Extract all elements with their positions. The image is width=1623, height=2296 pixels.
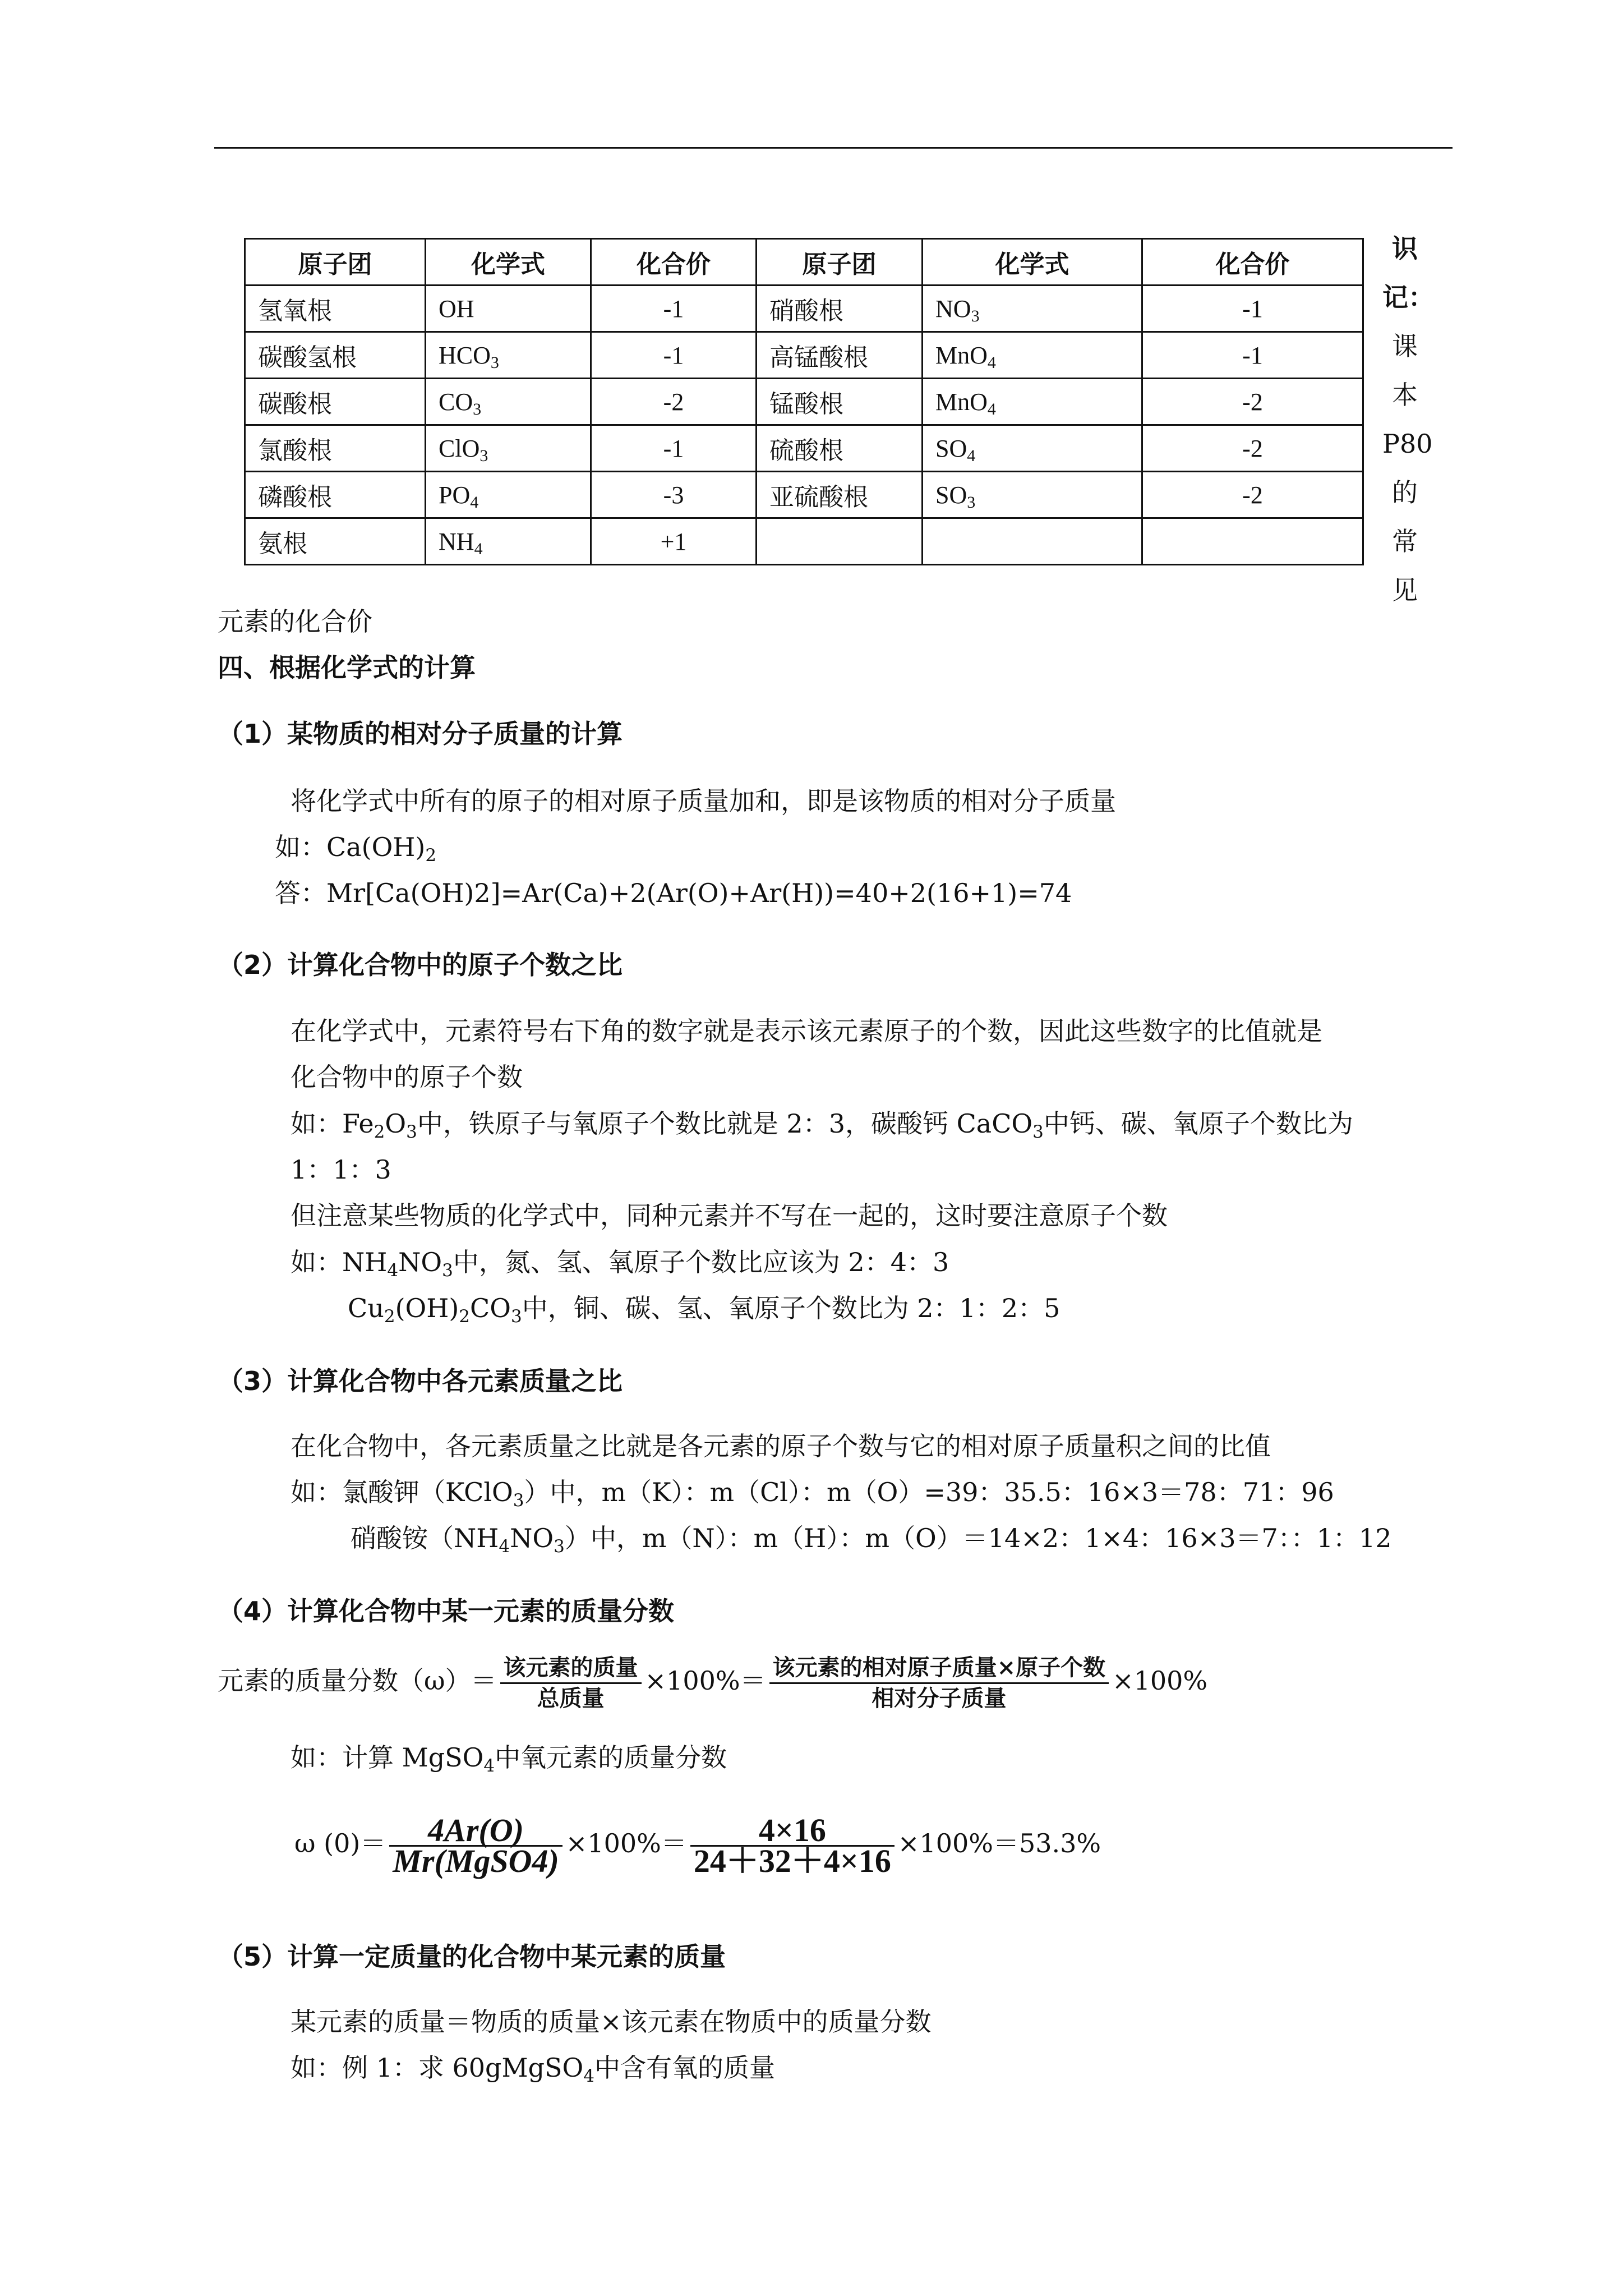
radical-name: 磷酸根 [245, 472, 426, 518]
formula-text: PO [439, 481, 471, 509]
example-line [291, 1107, 1353, 1140]
valence-cell: -2 [1142, 379, 1363, 425]
example-text: 中，氮、氢、氧原子个数比应该为 2：4：3 [453, 1247, 949, 1277]
example-text: 如：氯酸钾（KClO [291, 1477, 513, 1507]
side-note-char: 记： [1382, 282, 1434, 312]
valence-cell: -2 [1142, 425, 1363, 472]
formula-cell [426, 518, 591, 565]
radical-name: 氯酸根 [245, 425, 426, 472]
formula-subscript: 3 [490, 353, 499, 372]
formula-subscript: 3 [967, 493, 976, 512]
fraction [769, 1653, 1109, 1713]
example-line [291, 1475, 1334, 1509]
example-text: 如：NH [291, 1247, 388, 1277]
example-text: ）中，m（K）：m（Cl）：m（O）=39：35.5：16×3＝78：71：96 [524, 1477, 1334, 1507]
formula-subscript: 4 [470, 493, 479, 512]
mass-fraction-formula [218, 1647, 1207, 1714]
formula-text: OH [439, 295, 474, 323]
table-row [245, 286, 1363, 332]
formula-text: NH [439, 527, 474, 555]
formula-cell [426, 425, 591, 472]
radical-name: 锰酸根 [757, 379, 923, 425]
table-row [245, 518, 1363, 565]
example-text: 中，铜、碳、氢、氧原子个数比为 2：1：2：5 [522, 1293, 1061, 1323]
fraction-denominator: 相对分子质量 [872, 1685, 1007, 1711]
formula-text: SO [935, 434, 967, 462]
example-line [351, 1521, 1392, 1555]
radical-name: 硝酸根 [757, 286, 923, 332]
header-cell: 化学式 [923, 239, 1142, 286]
example-text: ）中，m（N）：m（H）：m（O）＝14×2：1×4：16×3＝7：：1：12 [564, 1523, 1392, 1553]
subscript: 2 [425, 845, 437, 866]
formula-text: MnO [935, 341, 988, 369]
fraction-numerator: 4×16 [690, 1816, 895, 1847]
example-text: Cu [348, 1293, 384, 1323]
example-line: 1：1：3 [291, 1154, 391, 1185]
subscript: 3 [554, 1536, 565, 1557]
subsection-title-5: （5）计算一定质量的化合物中某元素的质量 [218, 1941, 726, 1972]
formula-text: ClO [439, 434, 480, 462]
formula-text: SO [935, 481, 967, 509]
valence-cell: -3 [591, 472, 757, 518]
side-note-vertical [1382, 224, 1434, 615]
formula-cell [426, 332, 591, 379]
example-text: (OH) [395, 1293, 459, 1323]
paragraph: 在化学式中，元素符号右下角的数字就是表示该元素原子的个数，因此这些数字的比值就是 [291, 1016, 1322, 1046]
formula-text: MnO [935, 388, 988, 416]
side-note-char: 的 [1392, 477, 1418, 508]
header-cell: 化学式 [426, 239, 591, 286]
example-text: 如：例 1：求 60gMgSO [291, 2053, 584, 2083]
paragraph: 将化学式中所有的原子的相对原子质量加和，即是该物质的相对分子质量 [291, 786, 1116, 816]
valence-cell: -1 [1142, 332, 1363, 379]
paragraph: 但注意某些物质的化学式中，同种元素并不写在一起的，这时要注意原子个数 [291, 1200, 1168, 1231]
formula-lhs: ω (0)＝ [294, 1828, 386, 1858]
side-note-char: P80 [1382, 429, 1433, 459]
subsection-title-2: （2）计算化合物中的原子个数之比 [218, 950, 623, 980]
paragraph: 在化合物中，各元素质量之比就是各元素的原子个数与它的相对原子质量积之间的比值 [291, 1431, 1271, 1461]
formula-subscript: 4 [987, 399, 996, 418]
side-note-continuation: 元素的化合价 [218, 606, 372, 637]
paragraph: 化合物中的原子个数 [291, 1062, 523, 1092]
table-row [245, 332, 1363, 379]
formula-operator: ×100%＝ [644, 1665, 766, 1696]
subscript: 3 [1032, 1122, 1044, 1142]
subscript: 3 [406, 1122, 417, 1142]
valence-cell: -1 [591, 425, 757, 472]
header-cell: 原子团 [757, 239, 923, 286]
formula-subscript: 4 [474, 539, 483, 558]
side-note-char: 见 [1392, 575, 1418, 605]
example-line [348, 1291, 1060, 1325]
table-row [245, 379, 1363, 425]
formula-cell [426, 379, 591, 425]
example-line [291, 2051, 775, 2085]
formula-operator: ×100%＝ [565, 1828, 687, 1858]
subsection-title-4: （4）计算化合物中某一元素的质量分数 [218, 1596, 675, 1626]
subscript: 2 [384, 1306, 395, 1327]
example-line [291, 1741, 727, 1774]
fraction [690, 1811, 895, 1879]
valence-cell: -2 [1142, 472, 1363, 518]
formula-cell [426, 286, 591, 332]
example-line [291, 1245, 949, 1279]
radical-name: 碳酸根 [245, 379, 426, 425]
side-note-char: 常 [1392, 526, 1418, 556]
fraction-numerator: 该元素的相对原子质量×原子个数 [769, 1653, 1109, 1684]
formula-subscript: 3 [971, 306, 980, 325]
subscript: 3 [513, 1490, 524, 1511]
example-line [275, 830, 436, 864]
fraction-denominator: Mr(MgSO4) [393, 1842, 559, 1879]
header-cell: 化合价 [1142, 239, 1363, 286]
formula-cell [923, 518, 1142, 565]
formula-subscript: 4 [987, 353, 996, 372]
paragraph: 某元素的质量＝物质的质量×该元素在物质中的质量分数 [291, 2007, 932, 2037]
table-header-row [245, 239, 1363, 286]
header-rule [214, 147, 1453, 149]
formula-text: NO [935, 295, 971, 323]
answer-line: 答：Mr[Ca(OH)2]=Ar(Ca)+2(Ar(O)+Ar(H))=40+2(16+1)=74 [275, 878, 1072, 908]
example-text: 中，铁原子与氧原子个数比就是 2：3，碳酸钙 CaCO [417, 1108, 1033, 1139]
formula-cell [426, 472, 591, 518]
header-cell: 原子团 [245, 239, 426, 286]
example-text: CO [470, 1293, 511, 1323]
formula-cell [923, 332, 1142, 379]
radical-valence-table [244, 238, 1364, 565]
example-text: O [385, 1108, 407, 1139]
example-text: 硝酸铵（NH [351, 1523, 499, 1553]
radical-name: 氨根 [245, 518, 426, 565]
valence-cell: -1 [1142, 286, 1363, 332]
radical-name: 亚硫酸根 [757, 472, 923, 518]
example-text: 中钙、碳、氧原子个数比为 [1043, 1108, 1353, 1139]
subscript: 2 [459, 1306, 471, 1327]
formula-subscript: 3 [473, 399, 482, 418]
example-text: NO [398, 1247, 442, 1277]
formula-text: CO [439, 388, 473, 416]
example-text: NO [510, 1523, 554, 1553]
example-text: 如：Fe [291, 1108, 374, 1139]
formula-tail: ×100% [1112, 1665, 1208, 1696]
subscript: 3 [510, 1306, 522, 1327]
worked-formula [294, 1798, 1101, 1888]
fraction-denominator: 24＋32＋4×16 [693, 1842, 891, 1879]
valence-cell: -1 [591, 286, 757, 332]
side-note-char: 本 [1392, 380, 1418, 410]
valence-cell [1142, 518, 1363, 565]
subscript: 4 [583, 2066, 594, 2086]
example-text: 中含有氧的质量 [594, 2053, 775, 2083]
fraction-denominator: 总质量 [537, 1685, 605, 1711]
formula-cell [923, 379, 1142, 425]
subsection-title-3: （3）计算化合物中各元素质量之比 [218, 1366, 623, 1396]
formula-cell [923, 286, 1142, 332]
formula-subscript: 3 [479, 446, 488, 465]
fraction [389, 1811, 562, 1879]
formula-lhs: 元素的质量分数（ω）＝ [218, 1665, 497, 1696]
table-row [245, 425, 1363, 472]
subscript: 4 [387, 1260, 399, 1281]
formula-text: HCO [439, 341, 491, 369]
header-cell: 化合价 [591, 239, 757, 286]
valence-cell: -1 [591, 332, 757, 379]
example-text: 如：Ca(OH) [275, 832, 426, 862]
example-text: 中氧元素的质量分数 [495, 1742, 727, 1773]
formula-cell [923, 425, 1142, 472]
side-note-char: 课 [1392, 331, 1418, 361]
fraction-numerator: 4Ar(O) [389, 1816, 562, 1847]
formula-tail: ×100%＝53.3% [897, 1828, 1101, 1858]
radical-name: 硫酸根 [757, 425, 923, 472]
side-note-char: 识 [1392, 233, 1418, 264]
subscript: 3 [442, 1260, 453, 1281]
fraction [500, 1653, 642, 1713]
example-text: 如：计算 MgSO [291, 1742, 484, 1773]
valence-cell: +1 [591, 518, 757, 565]
subsection-title-1: （1）某物质的相对分子质量的计算 [218, 719, 623, 749]
valence-cell: -2 [591, 379, 757, 425]
subscript: 2 [374, 1122, 385, 1142]
formula-cell [923, 472, 1142, 518]
radical-name: 高锰酸根 [757, 332, 923, 379]
radical-name [757, 518, 923, 565]
radical-name: 碳酸氢根 [245, 332, 426, 379]
radical-name: 氢氧根 [245, 286, 426, 332]
fraction-numerator: 该元素的质量 [500, 1653, 642, 1684]
formula-subscript: 4 [967, 446, 976, 465]
subscript: 4 [499, 1536, 510, 1557]
table-row [245, 472, 1363, 518]
section-title: 四、根据化学式的计算 [218, 652, 476, 683]
subscript: 4 [483, 1756, 495, 1776]
